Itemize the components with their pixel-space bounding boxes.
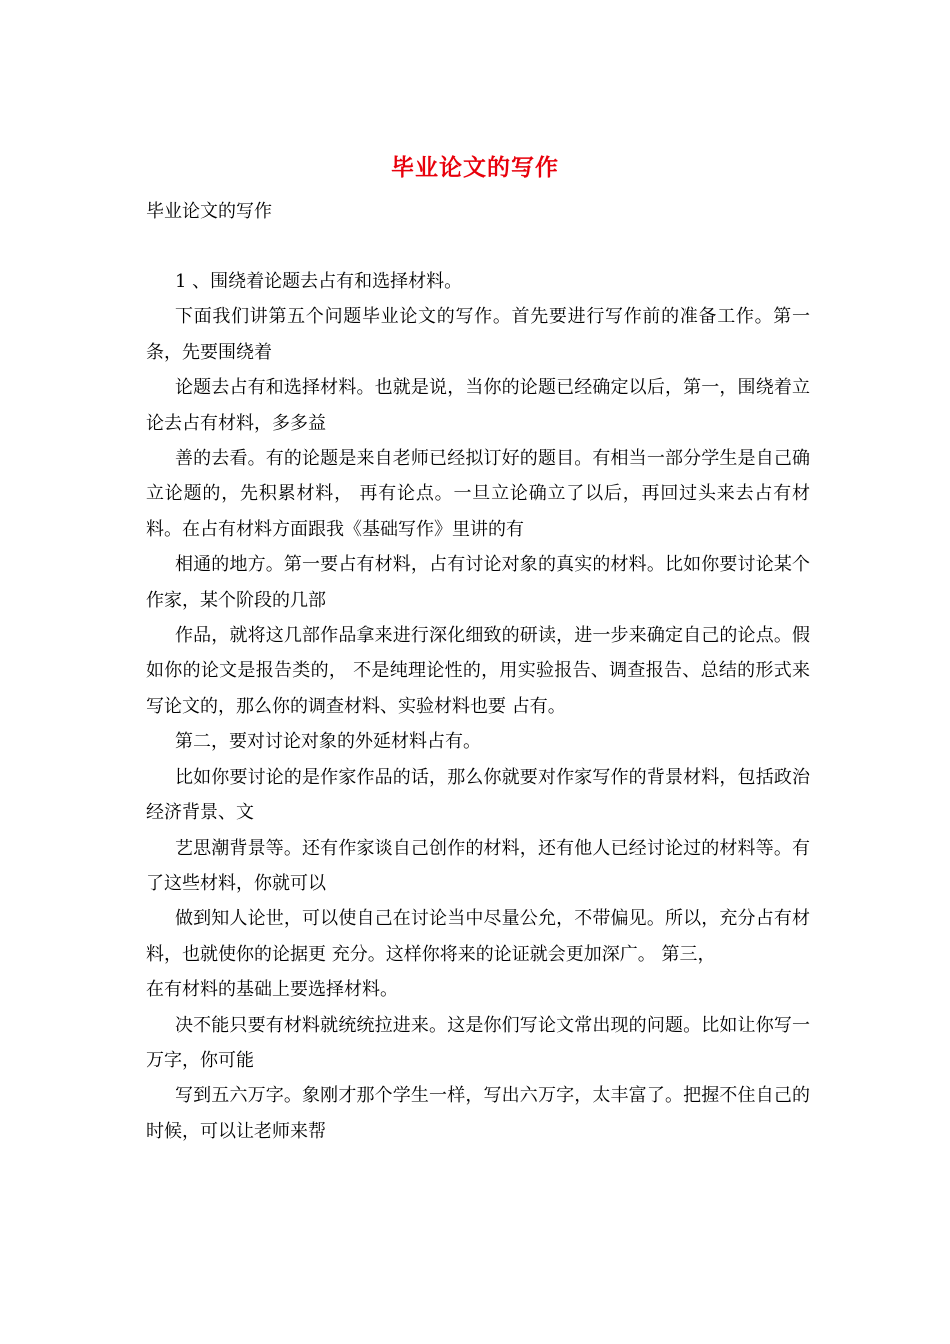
paragraph: 决不能只要有材料就统统拉进来。这是你们写论文常出现的问题。比如让你写一万字，你可能 — [146, 1014, 810, 1071]
paragraph: 写到五六万字。象刚才那个学生一样，写出六万字，太丰富了。把握不住自己的时候，可以让老师来帮 — [146, 1085, 810, 1142]
paragraph: 第二，要对讨论对象的外延材料占有。 — [175, 731, 481, 753]
paragraph: 艺思潮背景等。还有作家谈自己创作的材料，还有他人已经讨论过的材料等。有了这些材料，你就可以 — [146, 837, 810, 894]
paragraph: 作品，就将这几部作品拿来进行深化细致的研读，进一步来确定自己的论点。假如你的论文是报告类的， 不是纯理论性的，用实验报告、调查报告、总结的形式来写论文的，那么你的调查材料、实验材料也要 占有。 — [146, 625, 810, 717]
paragraph: 善的去看。有的论题是来自老师已经拟订好的题目。有相当一部分学生是自己确立论题的，先积累材料， 再有论点。一旦立论确立了以后，再回过头来去占有材料。在占有材料方面跟我《基础写作》里讲的有 — [146, 448, 810, 540]
paragraph: 在有材料的基础上要选择材料。 — [146, 979, 398, 1001]
paragraph: 相通的地方。第一要占有材料，占有讨论对象的真实的材料。比如你要讨论某个作家，某个阶段的几部 — [146, 554, 810, 611]
paragraph: 下面我们讲第五个问题毕业论文的写作。首先要进行写作前的准备工作。第一条，先要围绕着 — [146, 306, 810, 363]
paragraph: 做到知人论世，可以使自己在讨论当中尽量公允，不带偏见。所以，充分占有材料，也就使你的论据更 充分。这样你将来的论证就会更加深广。 第三， — [146, 908, 810, 965]
paragraph: 比如你要讨论的是作家作品的话，那么你就要对作家写作的背景材料，包括政治经济背景、文 — [146, 766, 810, 824]
document-title: 毕业论文的写作 — [391, 154, 559, 181]
document-body — [146, 264, 810, 1149]
document-subtitle: 毕业论文的写作 — [146, 201, 272, 222]
paragraph: 1 、围绕着论题去占有和选择材料。 — [175, 271, 463, 292]
paragraph: 论题去占有和选择材料。也就是说，当你的论题已经确定以后，第一，围绕着立论去占有材料，多多益 — [146, 377, 810, 434]
